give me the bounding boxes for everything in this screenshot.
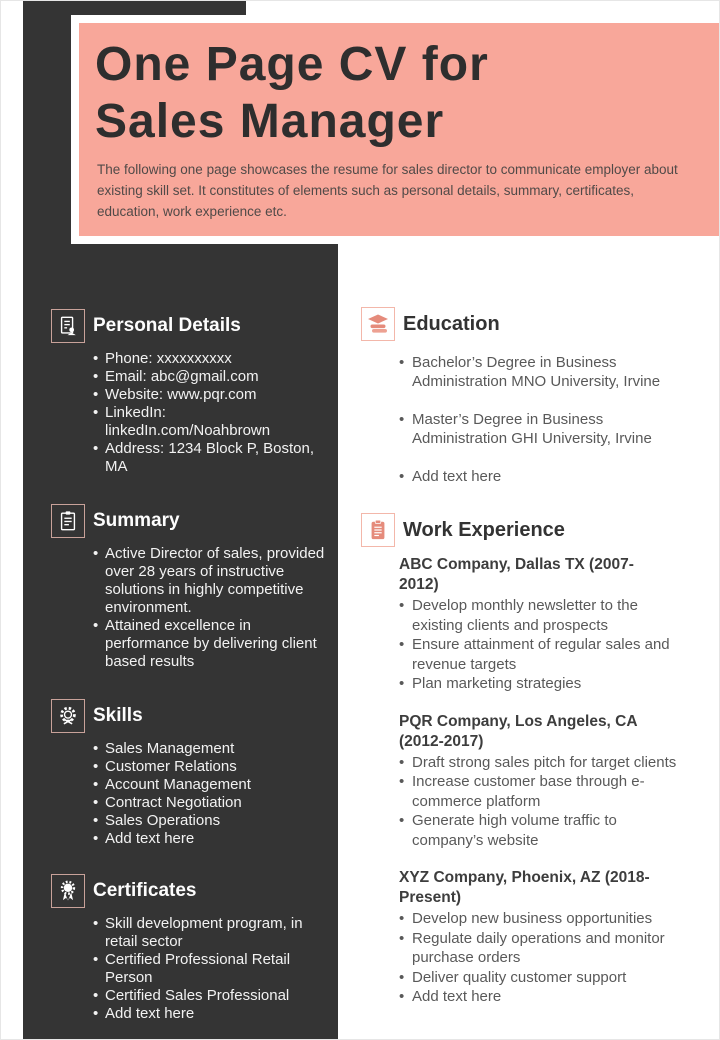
page-title [95, 37, 699, 150]
skills-item: • Account Management [93, 776, 325, 794]
section-summary [51, 504, 338, 671]
job-bullets [399, 909, 681, 1007]
skills-item: • Customer Relations [93, 758, 325, 776]
resume-icon [51, 309, 85, 343]
personal-details-header [51, 309, 338, 343]
personal-details-item: • Address: 1234 Block P, Boston, MA [93, 440, 325, 476]
summary-title: Summary [93, 510, 180, 531]
job-abc-company [399, 555, 684, 694]
job-xyz-company [399, 868, 684, 1007]
page-title-line1: One Page CV for [95, 38, 489, 91]
job-bullet: • Develop monthly newsletter to the existing clients and prospects [399, 596, 681, 635]
skills-title: Skills [93, 705, 143, 726]
job-bullet: • Ensure attainment of regular sales and revenue targets [399, 635, 681, 674]
certificates-header [51, 874, 338, 908]
skills-item: • Sales Operations [93, 812, 325, 830]
personal-details-item: • Phone: xxxxxxxxxx [93, 350, 325, 368]
skills-item: • Add text here [93, 830, 325, 848]
page-subtitle: The following one page showcases the resume for sales director to communicate employer about existing skill set. It constitutes of elements such as personal details, summary, certificates, education, work experience etc. [97, 162, 678, 220]
award-icon [51, 874, 85, 908]
job-bullet: • Plan marketing strategies [399, 674, 681, 694]
personal-details-list [93, 350, 325, 476]
section-education [361, 307, 691, 505]
job-bullets [399, 596, 681, 694]
job-bullet: • Add text here [399, 987, 681, 1007]
personal-details-item: • LinkedIn: linkedIn.com/Noahbrown [93, 404, 325, 440]
page-title-line2: Sales Manager [95, 94, 445, 148]
job-bullet: • Develop new business opportunities [399, 909, 681, 929]
job-bullets [399, 753, 681, 851]
summary-header [51, 504, 338, 538]
skills-list [93, 740, 325, 848]
work-experience-title: Work Experience [403, 518, 565, 541]
clipboard-icon [51, 504, 85, 538]
skills-item: • Contract Negotiation [93, 794, 325, 812]
education-item: • Bachelor’s Degree in Business Administration MNO University, Irvine [399, 353, 691, 391]
education-list [399, 353, 691, 486]
education-header [361, 307, 691, 341]
job-bullet: • Draft strong sales pitch for target clients [399, 753, 681, 773]
certificates-item: • Skill development program, in retail sector [93, 915, 325, 951]
summary-item: • Active Director of sales, provided over 28 years of instructive solutions in highly competitive environment. [93, 545, 325, 617]
job-company: XYZ Company, Phoenix, AZ (2018-Present) [399, 869, 650, 906]
section-skills [51, 699, 338, 848]
education-title: Education [403, 312, 500, 335]
job-bullet: • Deliver quality customer support [399, 968, 681, 988]
summary-list [93, 545, 325, 671]
section-personal-details [51, 309, 338, 476]
job-bullet: • Regulate daily operations and monitor purchase orders [399, 929, 681, 968]
personal-details-item: • Email: abc@gmail.com [93, 368, 325, 386]
personal-details-title: Personal Details [93, 315, 241, 336]
graduation-cap-icon [361, 307, 395, 341]
job-bullet: • Increase customer base through e-commerce platform [399, 772, 681, 811]
job-company: PQR Company, Los Angeles, CA (2012-2017) [399, 712, 637, 750]
job-company: ABC Company, Dallas TX (2007-2012) [399, 556, 634, 593]
certificates-item: • Certified Professional Retail Person [93, 951, 325, 987]
header-box [71, 15, 720, 244]
header-pink-panel [79, 23, 720, 236]
skills-header [51, 699, 338, 733]
education-item: • Add text here [399, 467, 691, 486]
skills-item: • Sales Management [93, 740, 325, 758]
certificates-list [93, 915, 325, 1023]
work-clipboard-icon [361, 513, 395, 547]
certificates-title: Certificates [93, 880, 197, 901]
certificates-item: • Certified Sales Professional [93, 987, 325, 1005]
personal-details-item: • Website: www.pqr.com [93, 386, 325, 404]
jobs [399, 555, 691, 1007]
education-item: • Master’s Degree in Business Administration GHI University, Irvine [399, 410, 691, 448]
section-work-experience [361, 513, 691, 1025]
tools-icon [51, 699, 85, 733]
job-bullet: • Generate high volume traffic to company’s website [399, 811, 681, 850]
summary-item: • Attained excellence in performance by delivering client based results [93, 617, 325, 671]
certificates-item: • Add text here [93, 1005, 325, 1023]
work-experience-header [361, 513, 691, 547]
section-certificates [51, 874, 338, 1023]
job-pqr-company [399, 712, 684, 851]
